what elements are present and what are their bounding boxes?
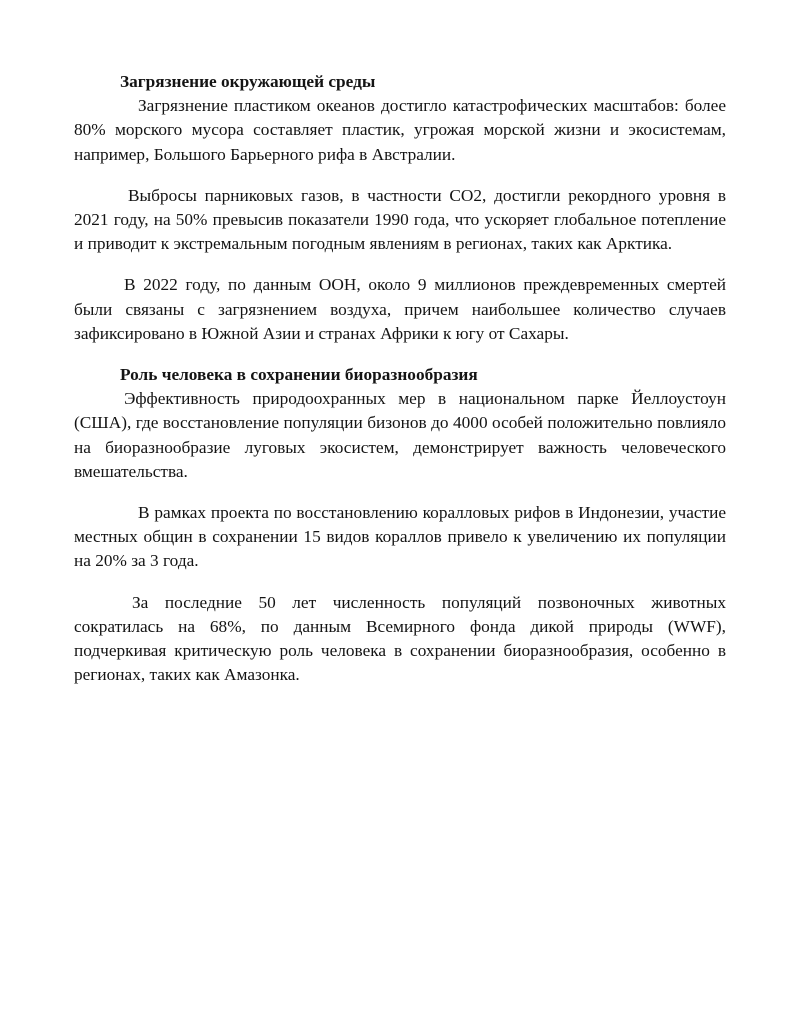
paragraph-gap [74,167,726,184]
paragraph-wwf: За последние 50 лет численность популяций позвоночных животных сократилась на 68%, по данным Всемирного фонда дикой природы (WWF), подчеркивая критическую роль человека в сохранении биоразнообразия, особенно в регионах, таких как Амазонка. [74,592,726,685]
section-heading-biodiversity: Роль человека в сохранении биоразнообразия [120,365,478,385]
paragraph-plastic: Загрязнение пластиком океанов достигло катастрофических масштабов: более 80% морского мусора составляет пластик, угрожая морской жизни и экосистемам, например, Большого Барьерного рифа в Австралии. [74,96,726,164]
paragraph-yellowstone: Эффективность природоохранных мер в национальном парке Йеллоустоун (США), где восстановление популяции бизонов до 4000 особей положительно повлияло на биоразнообразие луговых экосистем, демонстрирует важность человеческого вмешательства. [74,389,726,481]
document-body [74,70,726,687]
paragraph-gap [74,484,726,501]
paragraph-emissions: Выбросы парниковых газов, в частности CO2, достигли рекордного уровня в 2021 году, на 50% превысив показатели 1990 года, что ускоряет глобальное потепление и приводит к экстремальным погодным явлениям в регионах, таких как Арктика. [74,185,726,254]
paragraph-coral-reefs: В рамках проекта по восстановлению коралловых рифов в Индонезии, участие местных общин в сохранении 15 видов кораллов привело к увеличению их популяции на 20% за 3 года. [74,503,726,571]
paragraph-gap [74,256,726,273]
paragraph-air-pollution: В 2022 году, по данным ООН, около 9 миллионов преждевременных смертей были связаны с загрязнением воздуха, причем наибольшее количество случаев зафиксировано в Южной Азии и странах Африки к югу от Сахары. [74,275,726,343]
section-heading-pollution: Загрязнение окружающей среды [120,72,376,91]
section-gap [74,346,726,363]
paragraph-gap [74,574,726,591]
